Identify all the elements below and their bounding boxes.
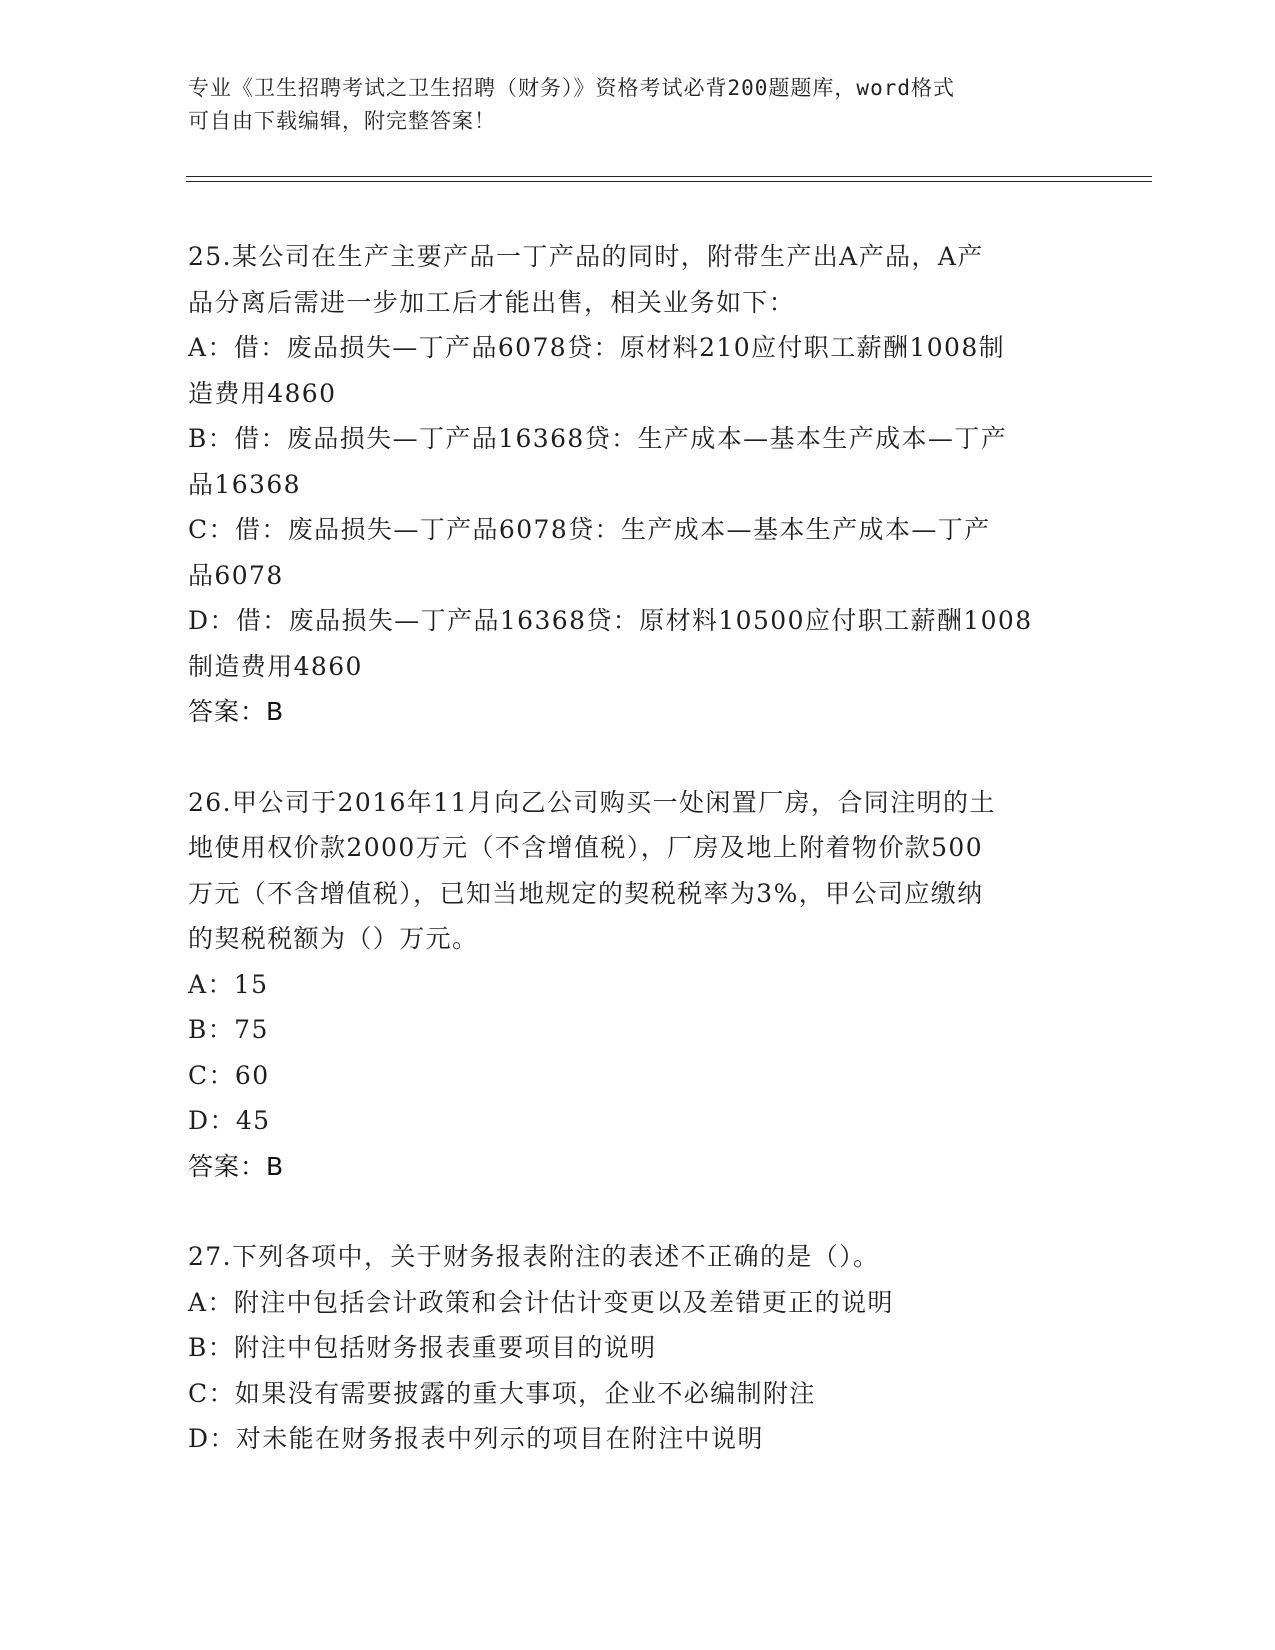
header-divider xyxy=(186,176,1152,182)
option-a: A：附注中包括会计政策和会计估计变更以及差错更正的说明 xyxy=(188,1287,894,1317)
header-line-2: 可自由下载编辑，附完整答案！ xyxy=(188,109,496,133)
question-stem-line: 万元（不含增值税），已知当地规定的契税税率为3%，甲公司应缴纳 xyxy=(188,878,984,908)
question-27 xyxy=(188,1234,1088,1462)
question-stem-line: 26.甲公司于2016年11月向乙公司购买一处闲置厂房，合同注明的土 xyxy=(188,787,996,817)
option-line: 造费用4860 xyxy=(188,378,337,408)
option-c: C：60 xyxy=(188,1060,270,1090)
option-line: B：借：废品损失—丁产品16368贷：生产成本—基本生产成本—丁产 xyxy=(188,424,1008,453)
option-d xyxy=(188,598,1088,689)
option-a: A：15 xyxy=(188,969,269,999)
document-header xyxy=(188,72,1068,138)
option-b: B：75 xyxy=(188,1015,269,1044)
option-c xyxy=(188,507,1088,598)
question-stem-line: 的契税税额为（）万元。 xyxy=(188,924,479,953)
option-line: D：借：废品损失—丁产品16368贷：原材料10500应付职工薪酬1008 xyxy=(188,606,1033,635)
option-b xyxy=(188,416,1088,507)
question-stem-line: 品分离后需进一步加工后才能出售，相关业务如下： xyxy=(188,287,796,317)
option-d: D：对未能在财务报表中列示的项目在附注中说明 xyxy=(188,1424,764,1453)
header-line-1: 专业《卫生招聘考试之卫生招聘（财务）》资格考试必背200题题库，word格式 xyxy=(188,76,955,100)
answer-label: 答案：B xyxy=(188,697,285,726)
question-stem-line: 25.某公司在生产主要产品一丁产品的同时，附带生产出A产品，A产 xyxy=(188,242,984,271)
option-line: 品6078 xyxy=(188,560,284,590)
question-26 xyxy=(188,780,1088,1190)
question-list xyxy=(188,234,1088,1462)
answer-label: 答案：B xyxy=(188,1151,285,1181)
option-line: 品16368 xyxy=(188,469,301,499)
option-line: C：借：废品损失—丁产品6078贷：生产成本—基本生产成本—丁产 xyxy=(188,515,991,544)
question-25 xyxy=(188,234,1088,735)
question-stem-line: 地使用权价款2000万元（不含增值税），厂房及地上附着物价款500 xyxy=(188,833,984,862)
option-b: B：附注中包括财务报表重要项目的说明 xyxy=(188,1333,657,1362)
option-a xyxy=(188,325,1088,416)
option-line: A：借：废品损失—丁产品6078贷：原材料210应付职工薪酬1008制 xyxy=(188,333,1006,362)
option-line: 制造费用4860 xyxy=(188,651,363,681)
option-c: C：如果没有需要披露的重大事项，企业不必编制附注 xyxy=(188,1378,816,1408)
question-stem-line: 27.下列各项中，关于财务报表附注的表述不正确的是（）。 xyxy=(188,1242,880,1271)
option-d: D：45 xyxy=(188,1106,271,1135)
